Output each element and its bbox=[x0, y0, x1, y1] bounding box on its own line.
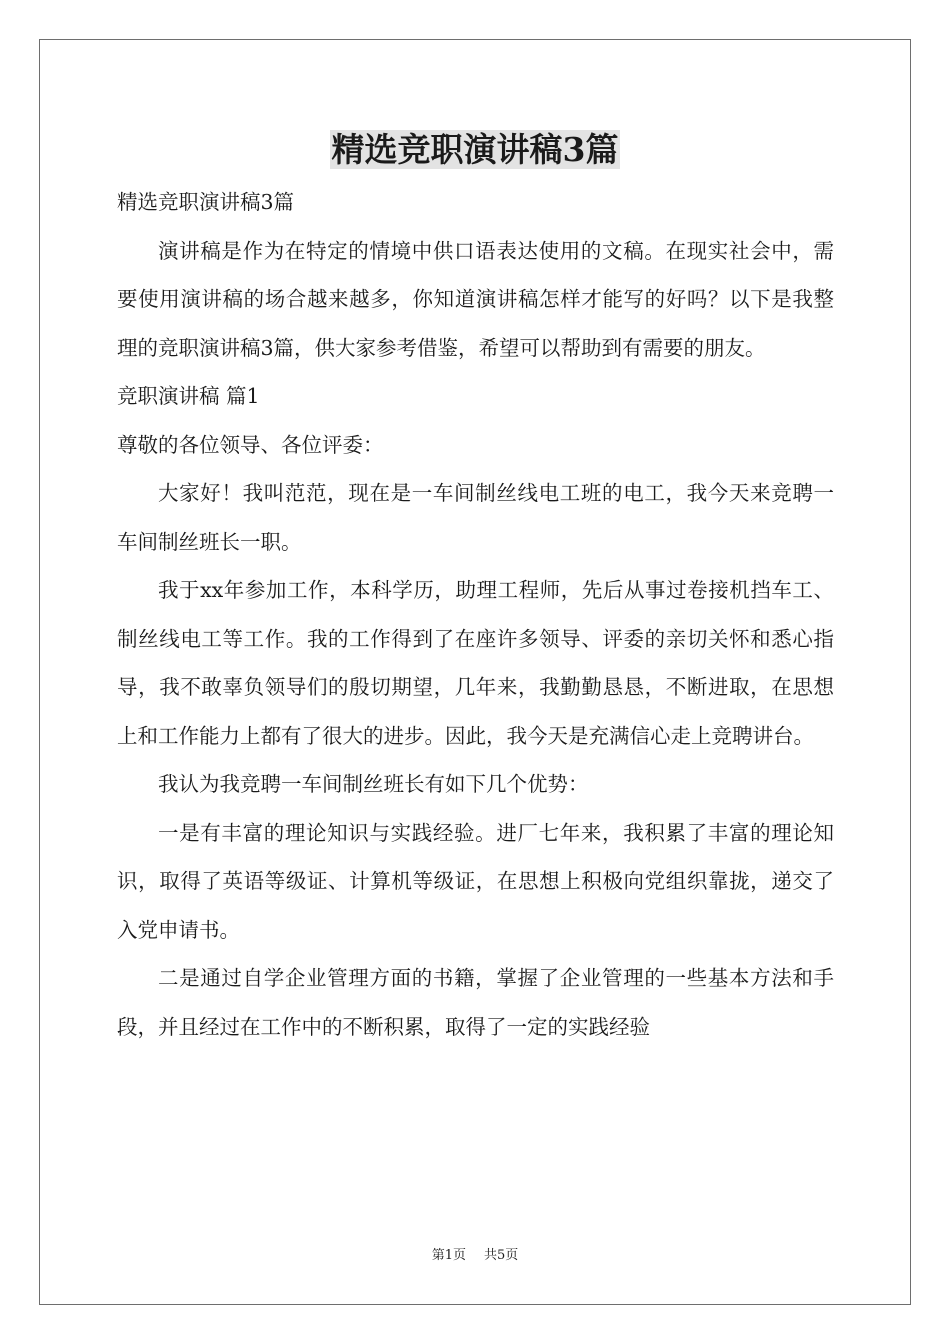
body-paragraph: 一是有丰富的理论知识与实践经验。进厂七年来，我积累了丰富的理论知识，取得了英语等级证、计算机等级证，在思想上积极向党组织靠拢，递交了入党申请书。 bbox=[117, 820, 834, 942]
body-paragraph: 我认为我竞聘一车间制丝班长有如下几个优势： bbox=[158, 772, 589, 796]
document-body bbox=[117, 178, 834, 1051]
section-heading: 竞职演讲稿 篇1 bbox=[117, 384, 260, 408]
page-total: 共5页 bbox=[484, 1248, 519, 1263]
intro-paragraph: 演讲稿是作为在特定的情境中供口语表达使用的文稿。在现实社会中，需要使用演讲稿的场合越来越多，你知道演讲稿怎样才能写的好吗？以下是我整理的竞职演讲稿3篇，供大家参考借鉴，希望可以帮助到有需要的朋友。 bbox=[117, 238, 834, 360]
document-title-text: 精选竞职演讲稿3篇 bbox=[331, 130, 619, 169]
document-title bbox=[0, 128, 950, 172]
page-number: 第1页 bbox=[431, 1248, 466, 1263]
subtitle-paragraph: 精选竞职演讲稿3篇 bbox=[117, 190, 295, 214]
body-paragraph: 大家好！我叫范范，现在是一车间制丝线电工班的电工，我今天来竞聘一车间制丝班长一职。 bbox=[117, 481, 834, 554]
body-paragraph: 二是通过自学企业管理方面的书籍，掌握了企业管理的一些基本方法和手段，并且经过在工作中的不断积累，取得了一定的实践经验 bbox=[117, 966, 834, 1039]
body-paragraph: 我于xx年参加工作，本科学历，助理工程师，先后从事过卷接机挡车工、制丝线电工等工作。我的工作得到了在座许多领导、评委的亲切关怀和悉心指导，我不敢辜负领导们的殷切期望，几年来，我勤勤恳恳，不断进取，在思想上和工作能力上都有了很大的进步。因此，我今天是充满信心走上竞聘讲台。 bbox=[117, 578, 834, 748]
page-footer bbox=[0, 1247, 950, 1265]
salutation-paragraph: 尊敬的各位领导、各位评委： bbox=[117, 432, 384, 457]
